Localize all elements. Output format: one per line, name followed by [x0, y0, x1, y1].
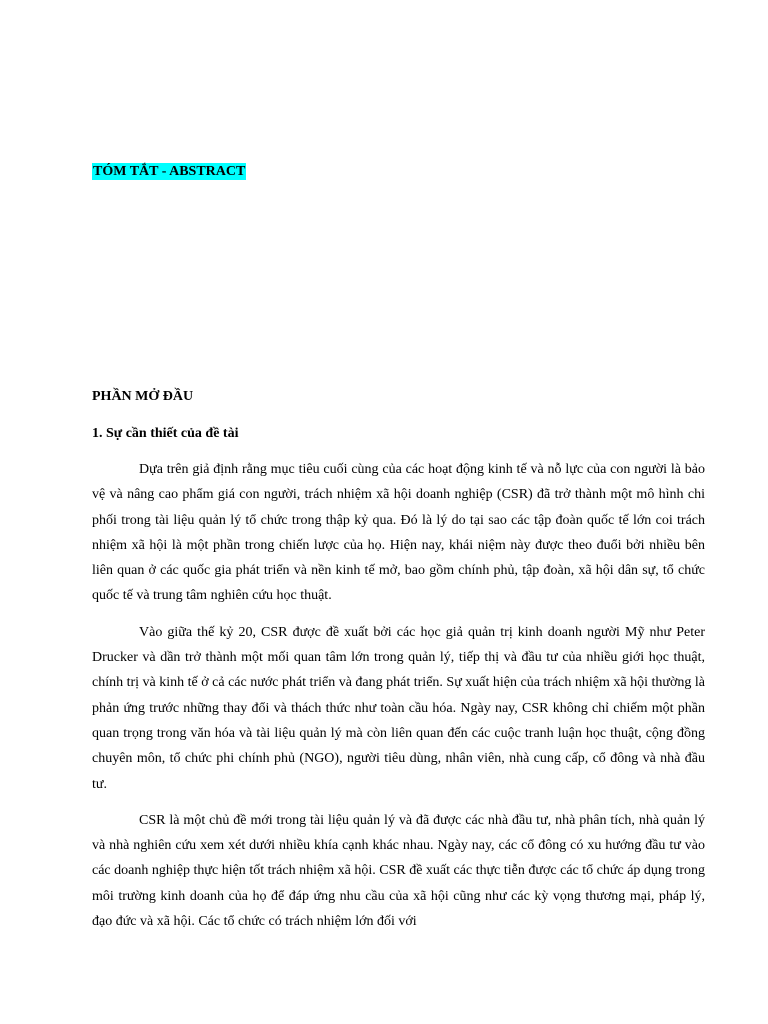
paragraph-1: Dựa trên giả định rằng mục tiêu cuối cùng của các hoạt động kinh tế và nỗ lực của con người là bảo vệ và nâng cao phẩm giá con người, trách nhiệm xã hội doanh nghiệp (CSR) đã trở thành một mô hình chi phối trong tài liệu quản lý tổ chức trong thập kỷ qua. Đó là lý do tại sao các tập đoàn quốc tế lớn coi trách nhiệm xã hội là một phần trong chiến lược của họ. Hiện nay, khái niệm này được theo đuổi bởi nhiều bên liên quan ở các quốc gia phát triển và nền kinh tế mở, bao gồm chính phủ, tập đoàn, xã hội dân sự, tổ chức quốc tế và trung tâm nghiên cứu học thuật. — [92, 462, 705, 604]
abstract-heading-highlight: TÓM TẮT - ABSTRACT — [93, 164, 246, 179]
intro-heading: PHẦN MỞ ĐẦU — [92, 389, 194, 404]
abstract-heading — [92, 162, 246, 181]
section-heading: 1. Sự cần thiết của đề tài — [92, 426, 239, 441]
paragraph-3: CSR là một chủ đề mới trong tài liệu quản lý và đã được các nhà đầu tư, nhà phân tích, nhà quản lý và nhà nghiên cứu xem xét dưới nhiều khía cạnh khác nhau. Ngày nay, các cổ đông có xu hướng đầu tư vào các doanh nghiệp thực hiện tốt trách nhiệm xã hội. CSR đề xuất các thực tiễn được các tổ chức áp dụng trong môi trường kinh doanh của họ để đáp ứng nhu cầu của xã hội cũng như các kỳ vọng thương mại, pháp lý, đạo đức và xã hội. Các tổ chức có trách nhiệm lớn đối với — [92, 812, 705, 930]
paragraph-2: Vào giữa thế kỷ 20, CSR được đề xuất bởi các học giả quản trị kinh doanh người Mỹ như Peter Drucker và dần trở thành một mối quan tâm lớn trong quản lý, tiếp thị và đầu tư của nhiều giới học thuật, chính trị và kinh tế ở cả các nước phát triển và đang phát triển. Sự xuất hiện của trách nhiệm xã hội thường là phản ứng trước những thay đổi và thách thức như toàn cầu hóa. Ngày nay, CSR không chỉ chiếm một phần quan trọng trong văn hóa và tài liệu quản lý mà còn liên quan đến các cuộc tranh luận học thuật, cộng đồng chuyên môn, tổ chức phi chính phủ (NGO), người tiêu dùng, nhân viên, nhà cung cấp, cổ đông và nhà đầu tư. — [92, 624, 705, 792]
body-text — [92, 457, 705, 945]
